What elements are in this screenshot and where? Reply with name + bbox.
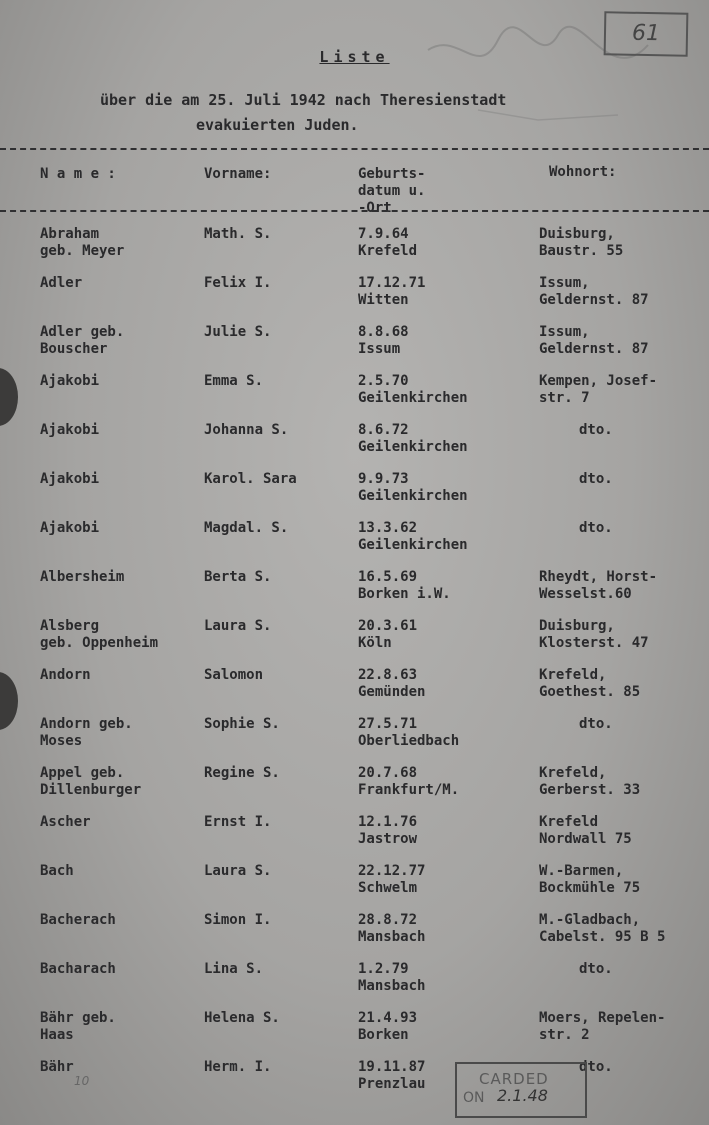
row-residence: Moers, Repelen- str. 2	[539, 1010, 666, 1043]
row-residence: dto.	[579, 961, 613, 977]
list-item	[0, 618, 709, 662]
row-birth: 19.11.87 Prenzlau	[358, 1059, 426, 1092]
row-residence: Issum, Geldernst. 87	[539, 275, 649, 308]
column-header-name: N a m e :	[40, 166, 116, 182]
header-top-rule	[0, 148, 709, 150]
row-birth: 7.9.64 Krefeld	[358, 226, 418, 259]
row-birth: 21.4.93 Borken	[358, 1010, 418, 1043]
row-residence: dto.	[579, 716, 613, 732]
list-item	[0, 226, 709, 270]
row-birth: 28.8.72 Mansbach	[358, 912, 426, 945]
column-header-first-name: Vorname:	[204, 166, 272, 182]
row-name: Ajakobi	[40, 373, 100, 389]
list-item	[0, 373, 709, 417]
list-item	[0, 863, 709, 907]
row-birth: 8.8.68 Issum	[358, 324, 409, 357]
list-item	[0, 1010, 709, 1054]
row-name: Albersheim	[40, 569, 125, 585]
list-item	[0, 520, 709, 564]
list-item	[0, 912, 709, 956]
row-first-name: Ernst I.	[204, 814, 272, 830]
carded-stamp	[455, 1062, 587, 1118]
row-first-name: Karol. Sara	[204, 471, 297, 487]
list-item	[0, 275, 709, 319]
row-name: Bacharach	[40, 961, 116, 977]
row-name: Appel geb. Dillenburger	[40, 765, 142, 798]
row-first-name: Magdal. S.	[204, 520, 289, 536]
row-first-name: Math. S.	[204, 226, 272, 242]
list-item	[0, 471, 709, 515]
list-item	[0, 422, 709, 466]
row-residence: dto.	[579, 1059, 613, 1075]
list-item	[0, 716, 709, 760]
row-name: Bähr geb. Haas	[40, 1010, 116, 1043]
row-name: Ascher	[40, 814, 91, 830]
row-residence: Issum, Geldernst. 87	[539, 324, 649, 357]
row-name: Bähr	[40, 1059, 74, 1075]
row-name: Adler	[40, 275, 83, 291]
header-bottom-rule	[0, 210, 709, 212]
row-residence: M.-Gladbach, Cabelst. 95 B 5	[539, 912, 666, 945]
row-birth: 13.3.62 Geilenkirchen	[358, 520, 468, 553]
row-first-name: Sophie S.	[204, 716, 280, 732]
row-birth: 8.6.72 Geilenkirchen	[358, 422, 468, 455]
row-birth: 20.3.61 Köln	[358, 618, 418, 651]
row-first-name: Simon I.	[204, 912, 272, 928]
carded-stamp-label: CARDED	[479, 1070, 549, 1088]
document-title	[0, 48, 709, 66]
row-first-name: Helena S.	[204, 1010, 280, 1026]
row-first-name: Felix I.	[204, 275, 272, 291]
list-item	[0, 1059, 709, 1103]
row-residence: Kempen, Josef- str. 7	[539, 373, 658, 406]
carded-stamp-on: ON	[463, 1090, 485, 1106]
row-first-name: Julie S.	[204, 324, 272, 340]
row-name: Adler geb. Bouscher	[40, 324, 125, 357]
row-residence: Rheydt, Horst- Wesselst.60	[539, 569, 658, 602]
document-title-text: Liste	[319, 48, 390, 66]
row-birth: 22.12.77 Schwelm	[358, 863, 426, 896]
column-header-birth: Geburts- datum u. -Ort	[358, 166, 426, 216]
row-first-name: Laura S.	[204, 618, 272, 634]
row-first-name: Herm. I.	[204, 1059, 272, 1075]
column-header-residence: Wohnort:	[549, 164, 617, 180]
row-birth: 20.7.68 Frankfurt/M.	[358, 765, 460, 798]
document-subtitle-line1: über die am 25. Juli 1942 nach Theresienstadt	[100, 91, 507, 109]
document-subtitle-line2: evakuierten Juden.	[196, 116, 359, 134]
row-first-name: Berta S.	[204, 569, 272, 585]
row-residence: dto.	[579, 471, 613, 487]
list-item	[0, 814, 709, 858]
row-name: Alsberg geb. Oppenheim	[40, 618, 159, 651]
list-item	[0, 961, 709, 1005]
row-birth: 22.8.63 Gemünden	[358, 667, 426, 700]
page-number: 61	[604, 11, 689, 56]
row-birth: 27.5.71 Oberliedbach	[358, 716, 460, 749]
row-first-name: Lina S.	[204, 961, 264, 977]
margin-mark: 10	[74, 1074, 90, 1088]
list-item	[0, 569, 709, 613]
row-birth: 12.1.76 Jastrow	[358, 814, 418, 847]
row-residence: dto.	[579, 520, 613, 536]
list-item	[0, 667, 709, 711]
row-name: Andorn	[40, 667, 91, 683]
row-birth: 2.5.70 Geilenkirchen	[358, 373, 468, 406]
row-residence: Duisburg, Klosterst. 47	[539, 618, 649, 651]
row-residence: W.-Barmen, Bockmühle 75	[539, 863, 641, 896]
list-item	[0, 765, 709, 809]
row-residence: Duisburg, Baustr. 55	[539, 226, 624, 259]
row-residence: Krefeld, Gerberst. 33	[539, 765, 641, 798]
row-residence: Krefeld Nordwall 75	[539, 814, 632, 847]
list-item	[0, 324, 709, 368]
row-birth: 16.5.69 Borken i.W.	[358, 569, 451, 602]
row-birth: 9.9.73 Geilenkirchen	[358, 471, 468, 504]
row-name: Ajakobi	[40, 520, 100, 536]
row-name: Ajakobi	[40, 422, 100, 438]
row-first-name: Johanna S.	[204, 422, 289, 438]
row-birth: 1.2.79 Mansbach	[358, 961, 426, 994]
row-first-name: Regine S.	[204, 765, 280, 781]
row-residence: dto.	[579, 422, 613, 438]
row-name: Andorn geb. Moses	[40, 716, 133, 749]
row-name: Abraham geb. Meyer	[40, 226, 125, 259]
row-residence: Krefeld, Goethest. 85	[539, 667, 641, 700]
row-first-name: Emma S.	[204, 373, 264, 389]
row-name: Bach	[40, 863, 74, 879]
row-name: Bacherach	[40, 912, 116, 928]
row-name: Ajakobi	[40, 471, 100, 487]
row-first-name: Laura S.	[204, 863, 272, 879]
row-first-name: Salomon	[204, 667, 264, 683]
carded-stamp-date: 2.1.48	[497, 1086, 548, 1105]
row-birth: 17.12.71 Witten	[358, 275, 426, 308]
